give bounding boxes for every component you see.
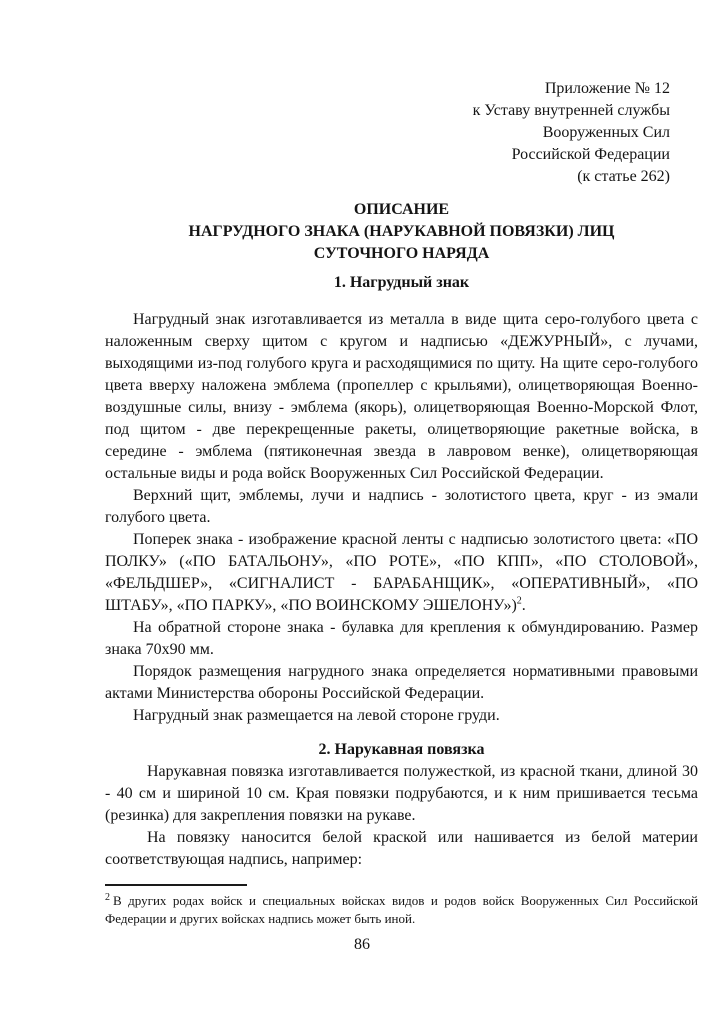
footnote-separator (105, 884, 247, 886)
paragraph-armband-material: Нарукавная повязка изготавливается полужесткой, из красной ткани, длиной 30 - 40 см и шириной 10 см. Края повязки подрубаются, и к ним пришивается тесьма (резинка) для закрепления повязки на рукаве. (105, 763, 698, 824)
footnote-block (105, 884, 698, 928)
appendix-header-line: (к статье 262) (577, 168, 670, 185)
paragraph-badge-description: Нагрудный знак изготавливается из металла в виде щита серо-голубого цвета с наложенным сверху щитом с кругом и надписью «ДЕЖУРНЫЙ», с лучами, выходящими из-под голубого круга и расходящимися по щиту. На щите серо-голубого цвета вверху наложена эмблема (пропеллер с крыльями), олицетворяющая Военно-воздушные силы, внизу - эмблема (якорь), олицетворяющая Военно-Морской Флот, под щитом - две перекрещенные ракеты, олицетворяющие ракетные войска, в середине - эмблема (пятиконечная звезда в лавровом венке), олицетворяющая остальные виды и рода войск Вооруженных Сил Российской Федерации. (105, 311, 698, 482)
paragraph-badge-chest-placement: Нагрудный знак размещается на левой стороне груди. (133, 707, 500, 724)
section-1-heading: 1. Нагрудный знак (333, 274, 470, 291)
appendix-header-line: к Уставу внутренней службы (472, 102, 670, 119)
paragraph-badge-pin-size: На обратной стороне знака - булавка для крепления к обмундированию. Размер знака 70х90 мм. (105, 619, 698, 658)
appendix-header-line: Приложение № 12 (544, 80, 670, 97)
section-2-heading: 2. Нарукавная повязка (318, 741, 485, 758)
appendix-header-line: Российской Федерации (511, 146, 670, 163)
appendix-header-line: Вооруженных Сил (542, 124, 670, 141)
paragraph-armband-inscription: На повязку наносится белой краской или нашивается из белой материи соответствующая надпись, например: (105, 829, 698, 868)
document-title (105, 199, 698, 265)
document-title-line: ОПИСАНИЕ (353, 201, 450, 218)
paragraph-badge-placement-rules: Порядок размещения нагрудного знака определяется нормативными правовыми актами Министерства обороны Российской Федерации. (105, 663, 698, 702)
paragraph-ribbon-period: . (521, 597, 526, 614)
footnote-body: В других родах войск и специальных войсках видов и родов войск Вооруженных Сил Российской Федерации и других войсках надпись может быть иной. (105, 893, 698, 926)
footnote-reference-marker: 2 (516, 595, 522, 607)
paragraph-badge-colors: Верхний щит, эмблемы, лучи и надпись - золотистого цвета, круг - из эмали голубого цвета. (105, 487, 698, 526)
page-number: 86 (354, 936, 370, 953)
footnote-text (105, 892, 698, 928)
document-title-line: СУТОЧНОГО НАРЯДА (313, 245, 490, 262)
appendix-header (105, 78, 698, 188)
paragraph-ribbon-inscriptions (105, 529, 698, 617)
paragraph-ribbon-text: Поперек знака - изображение красной ленты с надписью золотистого цвета: «ПО ПОЛКУ» («ПО БАТАЛЬОНУ», «ПО РОТЕ», «ПО КПП», «ПО СТОЛОВОЙ», «ФЕЛЬДШЕР», «СИГНАЛИСТ - БАРАБАНЩИК», «ОПЕРАТИВНЫЙ», «ПО ШТАБУ», «ПО ПАРКУ», «ПО ВОИНСКОМУ ЭШЕЛОНУ») (105, 531, 698, 614)
footnote-marker: 2 (105, 891, 110, 903)
document-title-line: НАГРУДНОГО ЗНАКА (НАРУКАВНОЙ ПОВЯЗКИ) ЛИЦ (188, 223, 615, 240)
